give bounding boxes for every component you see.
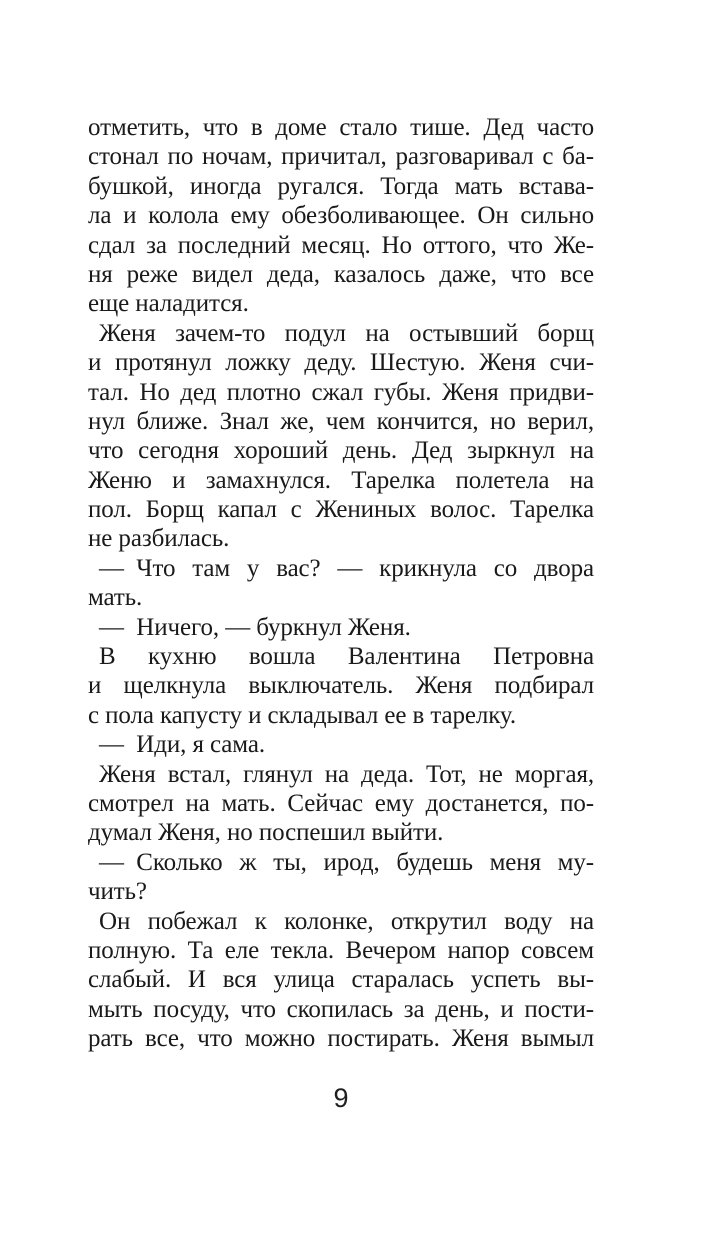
- text-line: Он побежал к колонке, открутил воду на: [99, 907, 594, 935]
- text-line: — Что там у вас? — крикнула со двора: [99, 554, 594, 582]
- text-line: Женю и замахнулся. Тарелка полетела на: [88, 466, 594, 494]
- text-line: тал. Но дед плотно сжал губы. Женя придви-: [88, 378, 594, 406]
- text-line: ла и колола ему обезболивающее. Он сильно: [88, 202, 594, 230]
- text-line: — Ничего, — буркнул Женя.: [99, 613, 411, 641]
- text-line: и щелкнула выключатель. Женя подбирал: [88, 672, 594, 700]
- text-line: думал Женя, но поспешил выйти.: [88, 819, 444, 847]
- text-line: стонал по ночам, причитал, разговаривал с ба-: [88, 143, 594, 171]
- text-line: сдал за последний месяц. Но оттого, что Же-: [88, 231, 594, 259]
- text-line: — Иди, я сама.: [99, 731, 265, 759]
- text-line: слабый. И вся улица старалась успеть вы-: [88, 966, 594, 994]
- text-line: нул ближе. Знал же, чем кончится, но верил,: [88, 407, 594, 435]
- text-line: рать все, что можно постирать. Женя вымыл: [88, 1025, 594, 1053]
- page-text: [88, 113, 594, 1054]
- text-line: смотрел на мать. Сейчас ему достанется, по-: [88, 789, 594, 817]
- text-line: ня реже видел деда, казалось даже, что все: [88, 260, 594, 288]
- text-line: мыть посуду, что скопилась за день, и пости-: [88, 995, 594, 1023]
- text-line: что сегодня хороший день. Дед зыркнул на: [88, 437, 594, 465]
- page-number: 9: [333, 1083, 349, 1113]
- text-line: — Сколько ж ты, ирод, будешь меня му-: [99, 848, 594, 876]
- text-line: и протянул ложку деду. Шестую. Женя счи-: [88, 349, 594, 377]
- text-line: чить?: [88, 878, 147, 906]
- text-line: еще наладится.: [88, 290, 249, 318]
- text-line: отметить, что в доме стало тише. Дед часто: [88, 114, 594, 141]
- text-line: полную. Та еле текла. Вечером напор совсем: [88, 936, 594, 964]
- text-line: мать.: [88, 584, 143, 612]
- text-line: не разбилась.: [88, 525, 230, 553]
- text-line: Женя встал, глянул на деда. Тот, не моргая,: [99, 760, 594, 788]
- text-line: пол. Борщ капал с Жениных волос. Тарелка: [88, 496, 594, 524]
- text-line: бушкой, иногда ругался. Тогда мать встава-: [88, 172, 594, 200]
- text-line: Женя зачем-то подул на остывший борщ: [99, 319, 594, 347]
- text-line: с пола капусту и складывал ее в тарелку.: [88, 701, 516, 729]
- text-line: В кухню вошла Валентина Петровна: [99, 643, 594, 671]
